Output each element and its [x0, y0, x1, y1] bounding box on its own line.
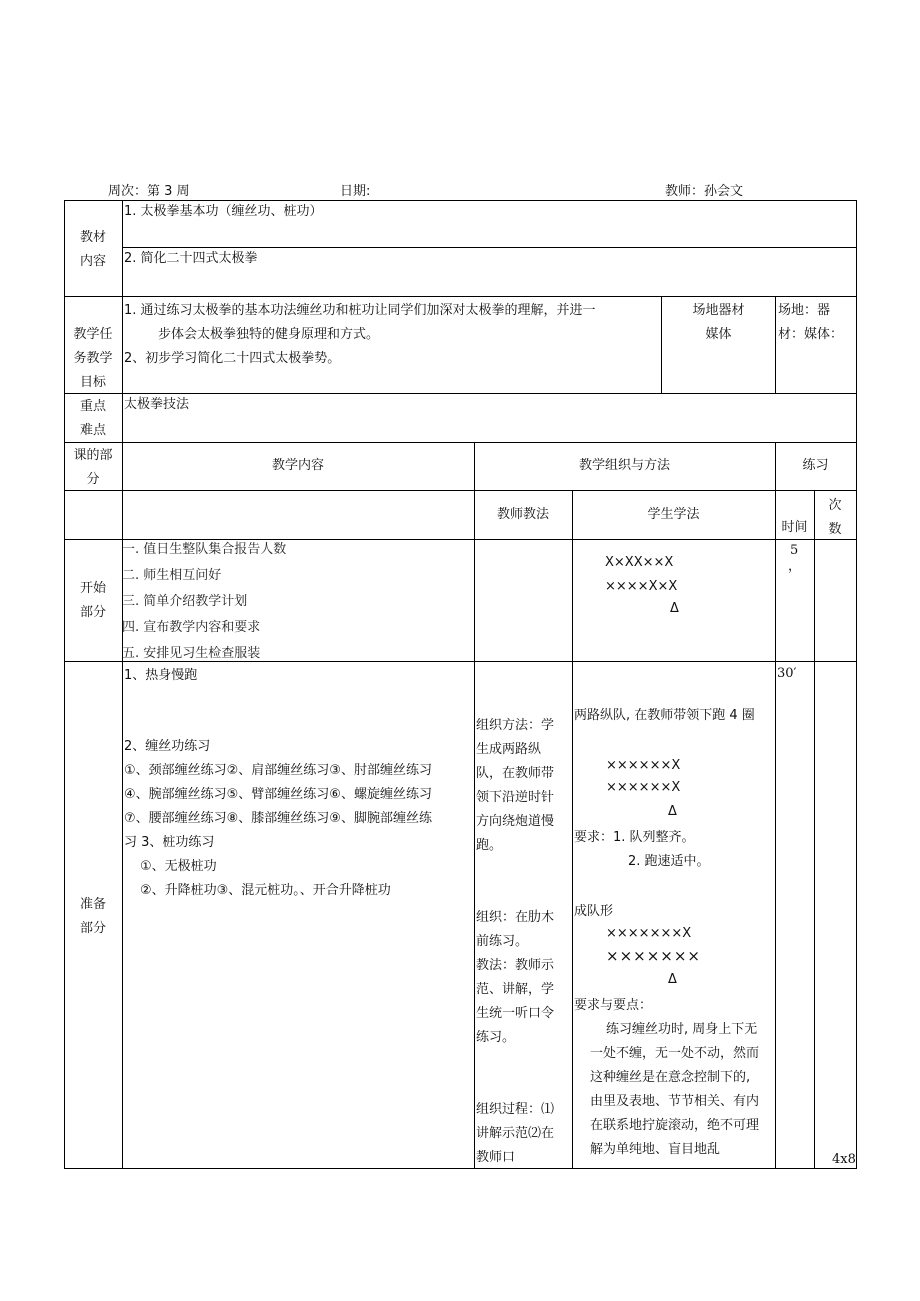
start-formation-row-1: X×XX××X [605, 555, 674, 570]
prep-content-warmup: 1、热身慢跑 [124, 668, 198, 683]
venue-value: 场地：器 材：媒体： [778, 303, 844, 342]
goals-line-2: 步体会太极拳独特的健身原理和方式。 [158, 327, 380, 342]
start-formation-teacher: Δ [670, 601, 679, 616]
teacher-method-group-3: 组织过程：⑴ 讲解示范⑵在 教师口 [476, 1102, 555, 1165]
prep-content-line-4: ④、腕部缠丝练习⑤、臂部缠丝练习⑥、螺旋缠丝练习 [124, 787, 432, 802]
prep-content-line-3: ①、颈部缠丝练习②、肩部缠丝练习③、肘部缠丝练习 [124, 763, 432, 778]
student-run-row-2: ××××××X [606, 780, 681, 795]
part-header: 课的部 分 [73, 448, 113, 487]
goals-label: 教学任 务教学 目标 [73, 327, 113, 390]
prep-label: 准备 部分 [79, 897, 106, 936]
start-time: 5 [790, 543, 799, 558]
start-items: 一. 值日生整队集合报告人数 二. 师生相互问好 三. 简单介绍教学计划 四. 宣布教学内容和要求 五. 安排见习生检查服装 [122, 542, 287, 661]
teacher-method-group-2: 组织：在肋木 前练习。 教法：教师示 范、讲解，学 生统一听口令 练习。 [476, 910, 555, 1045]
student-points-label: 要求与要点： [574, 998, 653, 1013]
prep-content-line-5: ⑦、腰部缠丝练习⑧、膝部缠丝练习⑨、脚腕部缠丝练 [124, 811, 432, 826]
venue-label: 场地器材 媒体 [692, 303, 745, 342]
student-points-2: 一处不缠，无一处不动，然而 [590, 1046, 760, 1061]
student-form-row-1: ×××××××X [606, 926, 692, 941]
start-label: 开始 部分 [79, 581, 106, 620]
start-formation-row-2: ××××X×X [605, 579, 678, 594]
student-run-teacher: Δ [668, 804, 677, 819]
teacher-method-header: 教师教法 [496, 507, 549, 522]
start-time-mark: ， [788, 559, 802, 574]
prep-content-line-7: ①、无极桩功 [140, 859, 217, 874]
teacher-method-group-1: 组织方法：学 生成两路纵 队，在教师带 领下沿逆时针 方向绕炮道慢 跑。 [476, 718, 555, 853]
student-req-1: 要求：1. 队列整齐。 [574, 830, 695, 845]
student-run-row-1: ××××××X [606, 758, 681, 773]
content-header: 教学内容 [271, 458, 324, 473]
student-points-5: 在联系地拧旋滚动，绝不可理 [590, 1118, 760, 1133]
prep-content-line-6: 习 3、桩功练习 [124, 835, 215, 850]
count-header: 次 数 [828, 498, 842, 537]
student-run: 两路纵队, 在教师带领下跑 4 圈 [574, 708, 755, 723]
student-form-row-2: ××××××× [606, 947, 701, 965]
course-label: 教材 内容 [79, 230, 106, 269]
student-points-4: 由里及表地、节节相关、有内 [590, 1094, 760, 1109]
time-header: 时间 [781, 520, 808, 535]
prep-content-line-8: ②、升降桩功③、混元桩功。、开合升降桩功 [140, 883, 391, 898]
student-points-3: 这种缠丝是在意念控制下的, [590, 1070, 751, 1085]
week-label: 周次：第 3 周 [108, 184, 190, 199]
key-value: 太极拳技法 [124, 397, 190, 412]
student-req-2: 2. 跑速适中。 [628, 854, 710, 869]
student-points-1: 练习缠丝功时, 周身上下无 [606, 1022, 758, 1037]
practice-header: 练习 [802, 458, 829, 473]
student-points-6: 解为单纯地、盲目地乱 [590, 1142, 721, 1157]
goals-line-3: 2、初步学习简化二十四式太极拳势。 [124, 351, 341, 366]
key-label: 重点 难点 [79, 399, 106, 438]
prep-content-silk: 2、缠丝功练习 [124, 739, 211, 754]
student-form-teacher: Δ [668, 972, 677, 987]
prep-count: 4x8 [832, 1152, 856, 1167]
date-label: 日期: [340, 184, 371, 199]
start-section [64, 539, 856, 661]
org-header: 教学组织与方法 [578, 458, 670, 473]
course-item-2: 2. 简化二十四式太极拳 [124, 251, 258, 266]
student-method-header: 学生学法 [647, 507, 700, 522]
goals-line-1: 1. 通过练习太极拳的基本功法缠丝功和桩功让同学们加深对太极拳的理解，并进一 [124, 303, 596, 318]
teacher-label: 教师：孙会文 [665, 184, 744, 199]
prep-time: 30′ [777, 666, 797, 681]
student-form-label: 成队形 [574, 904, 614, 919]
course-item-1: 1. 太极拳基本功（缠丝功、桩功） [124, 204, 323, 219]
